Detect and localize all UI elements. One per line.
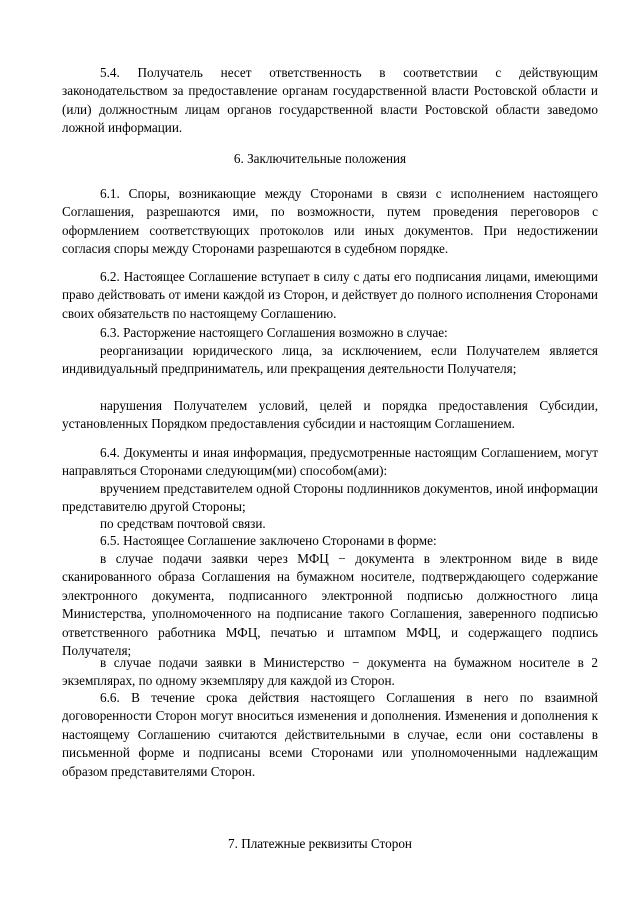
- clause-6-4: 6.4. Документы и иная информация, предусмотренные настоящим Соглашением, могут направляться Сторонами следующим(ми) способом(ами):: [62, 445, 598, 479]
- clause-6-3-item-violation: нарушения Получателем условий, целей и порядка предоставления Субсидии, установленных Порядком предоставления субсидии и настоящим Соглашением.: [62, 398, 598, 432]
- section-6-heading: 6. Заключительные положения: [233, 151, 407, 166]
- clause-6-5-item-mfc: в случае подачи заявки через МФЦ − документа в электронном виде в виде сканированного образа Соглашения на бумажном носителе, подтверждающего содержание электронного документа, подписанного электронной подписью должностного лица Министерства, уполномоченного на подписание такого Соглашения, заверенного подписью ответственного работника МФЦ, печатью и штампом МФЦ, и содержащего подпись Получателя;: [62, 551, 598, 659]
- clause-5-4: 5.4. Получатель несет ответственность в соответствии с действующим законодательством за предоставление органам государственной власти Ростовской области и (или) должностным лицам органов государственной власти Ростовской области заведомо ложной информации.: [62, 65, 598, 136]
- clause-6-4-item-delivery: вручением представителем одной Стороны подлинников документов, иной информации представителю другой Стороны;: [62, 481, 598, 515]
- section-7-heading: 7. Платежные реквизиты Сторон: [228, 836, 412, 851]
- clause-6-5: 6.5. Настоящее Соглашение заключено Сторонами в форме:: [100, 533, 437, 548]
- clause-6-6: 6.6. В течение срока действия настоящего Соглашения в него по взаимной договоренности Сторон могут вноситься изменения и дополнения. Изменения и дополнения к настоящему Соглашению считаются действительными в случае, если они составлены в письменной форме и подписаны всеми Сторонами или уполномоченными надлежащим образом представителями Сторон.: [62, 690, 598, 779]
- clause-6-4-item-mail: по средствам почтовой связи.: [100, 516, 266, 531]
- clause-6-1: 6.1. Споры, возникающие между Сторонами в связи с исполнением настоящего Соглашения, разрешаются ими, по возможности, путем проведения переговоров с оформлением соответствующих протоколов или иных документов. При недостижении согласия споры между Сторонами разрешаются в судебном порядке.: [62, 186, 598, 257]
- clause-6-2: 6.2. Настоящее Соглашение вступает в силу с даты его подписания лицами, имеющими право действовать от имени каждой из Сторон, и действует до полного исполнения Сторонами своих обязательств по настоящему Соглашению.: [62, 269, 598, 321]
- clause-6-3-item-reorganization: реорганизации юридического лица, за исключением, если Получателем является индивидуальный предприниматель, или прекращения деятельности Получателя;: [62, 343, 598, 377]
- clause-6-3: 6.3. Расторжение настоящего Соглашения возможно в случае:: [100, 325, 448, 340]
- clause-6-5-item-ministry: в случае подачи заявки в Министерство − документа на бумажном носителе в 2 экземплярах, по одному экземпляру для каждой из Сторон.: [62, 655, 598, 689]
